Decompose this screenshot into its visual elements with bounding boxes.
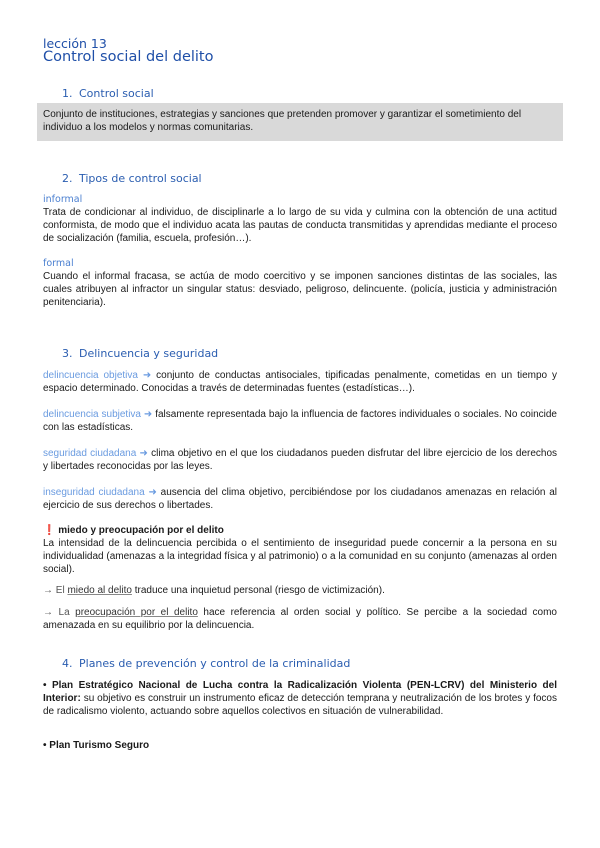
fear-text: La intensidad de la delincuencia percibida o el sentimiento de inseguridad puede concernir a la persona en su individualidad (amenazas a la integridad física y al patrimonio) o a la comunidad en su conjunto (amenazas al orden social). xyxy=(43,538,557,576)
bullet-prefix: → La xyxy=(43,607,70,618)
formal-label: formal xyxy=(43,258,74,269)
plan-title: • Plan Estratégico Nacional de Lucha contra la Radicalización Violenta (PEN-LCRV) del Ministerio del Interior: xyxy=(43,680,557,705)
fear-bullet-1 xyxy=(43,584,557,597)
section-heading-3 xyxy=(62,347,218,360)
definition-item xyxy=(43,369,557,395)
term-delincuencia-subjetiva: delincuencia subjetiva xyxy=(43,409,141,420)
section-number: 1. xyxy=(62,87,73,100)
section-title: Tipos de control social xyxy=(79,172,202,185)
term-definition: conjunto de conductas antisociales, tipificadas penalmente, cometidas en un tiempo y espacio determinado. Conocidas a través de determinadas fuentes (estadísticas…). xyxy=(43,370,558,395)
arrow-icon: ➜ xyxy=(148,487,157,498)
term-seguridad-ciudadana: seguridad ciudadana xyxy=(43,448,137,459)
plan-item-2: • Plan Turismo Seguro xyxy=(43,740,150,751)
term-delincuencia-objetiva: delincuencia objetiva xyxy=(43,370,138,381)
section-heading-4 xyxy=(62,657,350,670)
section-title: Planes de prevención y control de la criminalidad xyxy=(79,657,351,670)
term-inseguridad-ciudadana: inseguridad ciudadana xyxy=(43,487,145,498)
underlined-term: preocupación por el delito xyxy=(75,607,198,618)
fear-heading xyxy=(43,524,557,537)
section-number: 3. xyxy=(62,347,73,360)
exclamation-icon: ❗ xyxy=(43,525,56,536)
bullet-prefix: → El xyxy=(43,585,65,596)
fear-title: miedo y preocupación por el delito xyxy=(58,525,224,536)
section-heading-2 xyxy=(62,172,202,185)
underlined-term: miedo al delito xyxy=(67,585,132,596)
bullet-text: hace referencia al orden social y político. Se percibe a la sociedad como amenazada en su equilibrio por la delincuencia. xyxy=(43,607,557,632)
term-definition: falsamente representada bajo la influencia de factores individuales o sociales. No coincide con las estadísticas. xyxy=(43,409,557,434)
section-number: 4. xyxy=(62,657,73,670)
section-title: Delincuencia y seguridad xyxy=(79,347,219,360)
arrow-icon: ➜ xyxy=(143,409,153,420)
definition-item xyxy=(43,447,557,473)
arrow-icon: ➜ xyxy=(142,370,152,381)
term-definition: clima objetivo en el que los ciudadanos pueden disfrutar del libre ejercicio de los derechos y libertades reconocidas por las leyes. xyxy=(43,448,558,473)
informal-text: Trata de condicionar al individuo, de disciplinarle a lo largo de su vida y culmina con la obtención de una actitud conformista, de modo que el individuo acata las pautas de conducta transmitidas y aprendidas mediante el proceso de socialización (familia, escuela, profesión…). xyxy=(43,207,557,245)
page-title: Control social del delito xyxy=(43,49,214,65)
formal-text: Cuando el informal fracasa, se actúa de modo coercitivo y se imponen sanciones distintas de las sociales, las cuales atribuyen al infractor un singular status: desviado, peligroso, delincuente. (policía, justicia y administración penitenciaria). xyxy=(43,271,557,309)
definition-box: Conjunto de instituciones, estrategias y sanciones que pretenden promover y garantizar el sometimiento del individuo a los modelos y normas comunitarias. xyxy=(37,103,563,141)
informal-label: informal xyxy=(43,194,83,205)
term-definition: ausencia del clima objetivo, percibiéndose por los ciudadanos amenazas en relación al ejercicio de sus derechos o libertades. xyxy=(43,487,558,512)
plan-item-1 xyxy=(43,679,557,719)
bullet-text: traduce una inquietud personal (riesgo de victimización). xyxy=(134,585,385,596)
plan-text: su objetivo es construir un instrumento eficaz de detección temprana y neutralización de los brotes y focos de radicalismo violento, actuando sobre aquellos colectivos en situación de vulnerabilidad. xyxy=(43,693,557,718)
section-number: 2. xyxy=(62,172,73,185)
definition-item xyxy=(43,486,557,512)
section-heading-1 xyxy=(62,87,154,100)
arrow-icon: ➜ xyxy=(139,448,148,459)
definition-item xyxy=(43,408,557,434)
lesson-label: lección 13 xyxy=(43,36,107,51)
section-title: Control social xyxy=(79,87,154,100)
fear-bullet-2 xyxy=(43,606,557,632)
